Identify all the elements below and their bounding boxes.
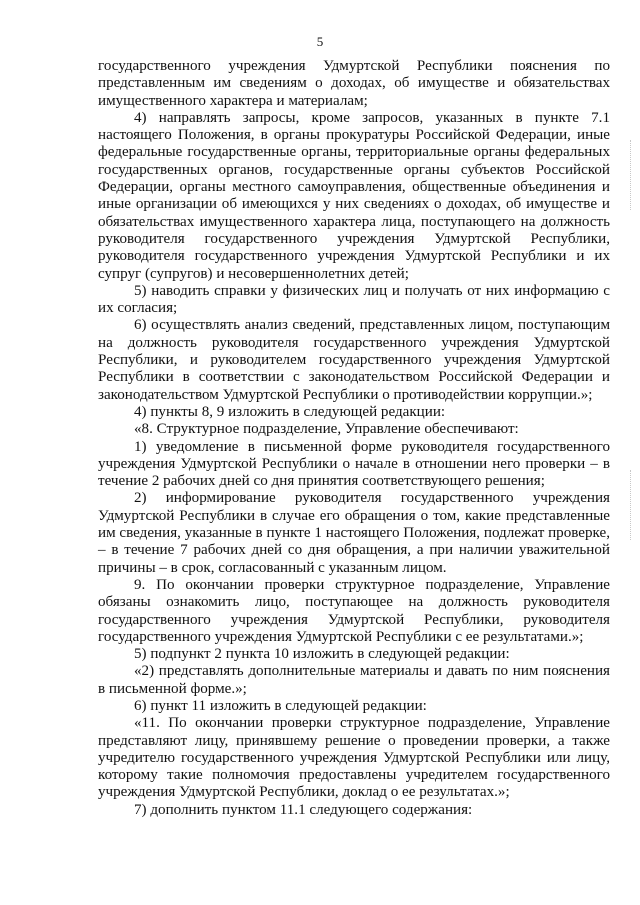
- paragraph: 5) наводить справки у физических лиц и получать от них информацию с их согласия;: [98, 282, 610, 317]
- paragraph: 9. По окончании проверки структурное подразделение, Управление обязаны ознакомить лицо, поступающее на должность руководителя государственного учреждения Удмуртской Республики, руководителя государственного учреждения Удмуртской Республики с ее результатами.»;: [98, 576, 610, 645]
- page-number: 5: [316, 34, 324, 49]
- paragraph: 4) пункты 8, 9 изложить в следующей редакции:: [134, 403, 446, 420]
- paragraph: 6) осуществлять анализ сведений, представленных лицом, поступающим на должность руководителя государственного учреждения Удмуртской Республики, и руководителем государственного учреждения Удмуртской Республики в соответствии с законодательством Российской Федерации и законодательством Удмуртской Республики о противодействии коррупции.»;: [98, 317, 610, 403]
- paragraph: 4) направлять запросы, кроме запросов, указанных в пункте 7.1 настоящего Положения, в органы прокуратуры Российской Федерации, иные федеральные государственные органы, территориальные органы федеральных государственных органов, государственные органы субъектов Российской Федерации, органы местного самоуправления, общественные объединения и иные организации об имеющихся у них сведениях о доходах, об имуществе и обязательствах имущественного характера лица, поступающего на должность руководителя государственного учреждения Удмуртской Республики, руководителя государственного учреждения Удмуртской Республики и их супруг (супругов) и несовершеннолетних детей;: [98, 109, 610, 282]
- paragraph: 7) дополнить пунктом 11.1 следующего содержания:: [134, 801, 473, 818]
- paragraph: 2) информирование руководителя государственного учреждения Удмуртской Республики в случае его обращения о том, какие представленные им сведения, указанные в пункте 1 настоящего Положения, подлежат проверке, – в течение 7 рабочих дней со дня обращения, а при наличии уважительной причины – в срок, согласованный с указанным лицом.: [98, 490, 610, 576]
- paragraph: 6) пункт 11 изложить в следующей редакции:: [134, 697, 427, 714]
- paragraph: «8. Структурное подразделение, Управление обеспечивают:: [134, 421, 519, 438]
- paragraph: «11. По окончании проверки структурное подразделение, Управление представляют лицу, принявшему решение о проведении проверки, а также учредителю государственного учреждения Удмуртской Республики или лицу, которому такие полномочия предоставлены учредителем государственного учреждения Удмуртской Республики, доклад о ее результатах.»;: [98, 715, 610, 801]
- paragraph: «2) представлять дополнительные материалы и давать по ним пояснения в письменной форме.»;: [98, 663, 610, 697]
- paragraph: 1) уведомление в письменной форме руководителя государственного учреждения Удмуртской Республики о начале в отношении него проверки – в течение 2 рабочих дней со дня принятия соответствующего решения;: [98, 438, 610, 490]
- paragraph: 5) подпункт 2 пункта 10 изложить в следующей редакции:: [134, 646, 510, 663]
- document-body: [98, 58, 610, 819]
- margin-scan-mark: [629, 140, 631, 210]
- margin-scan-mark: [629, 470, 631, 540]
- paragraph: государственного учреждения Удмуртской Республики пояснения по представленным им сведениям о доходах, об имуществе и обязательствах имущественного характера и материалам;: [98, 58, 610, 109]
